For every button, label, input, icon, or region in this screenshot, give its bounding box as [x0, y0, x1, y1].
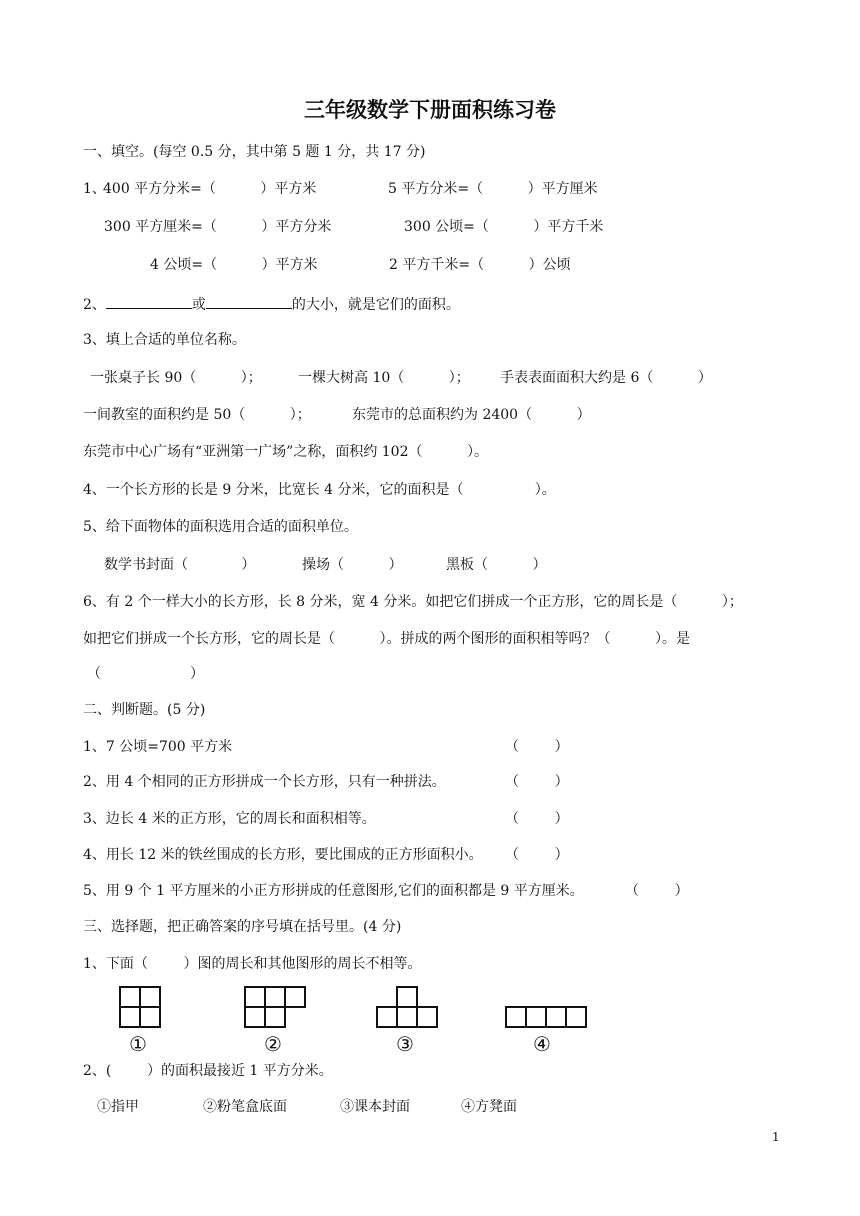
question-5-stem: 5、给下面物体的面积选用合适的面积单位。: [83, 519, 358, 535]
question-6-line-3: （ ）: [87, 666, 205, 682]
figure-label-4: ④: [533, 1032, 551, 1056]
question-4: 4、一个长方形的长是 9 分米，比宽长 4 分米，它的面积是（ ）。: [83, 482, 556, 498]
q1-item-3: 300 平方厘米=（ ）平方分米: [104, 219, 332, 235]
judge-answer-2[interactable]: （ ）: [505, 774, 569, 790]
q3-item-table: 一张桌子长 90（ ）；: [90, 370, 262, 386]
question-2: [83, 294, 460, 314]
page-number: 1: [772, 1130, 780, 1144]
figure-3-grid: [376, 986, 438, 1028]
figure-2-grid: [244, 986, 306, 1028]
q5-item-book-cover: 数学书封面（ ）: [104, 557, 256, 573]
q1-item-1: 400 平方分米=（ ）平方米: [103, 181, 317, 197]
q5-item-playground: 操场（ ）: [302, 557, 403, 573]
figure-4-grid: [505, 1006, 587, 1028]
question-6-line-1: 6、有 2 个一样大小的长方形，长 8 分米，宽 4 分米。如把它们拼成一个正方形，它的周长是（ ）；: [83, 594, 743, 610]
judge-item-3: 3、边长 4 米的正方形，它的周长和面积相等。: [83, 811, 376, 827]
q3-item-classroom: 一间教室的面积约是 50（ ）；: [83, 407, 311, 423]
q2-number: 2、: [83, 297, 106, 313]
judge-item-1: 1、7 公顷=700 平方米: [83, 739, 233, 755]
figure-label-1: ①: [129, 1032, 147, 1056]
choice-2-option-1: ①指甲: [97, 1099, 139, 1115]
question-3-stem: 3、填上合适的单位名称。: [83, 332, 246, 348]
choice-2-stem: 2、( ）的面积最接近 1 平方分米。: [83, 1063, 333, 1079]
q3-item-watch: 手表表面面积大约是 6（ ）: [500, 370, 712, 386]
figure-label-3: ③: [396, 1032, 414, 1056]
choice-2-option-4: ④方凳面: [461, 1099, 517, 1115]
judge-answer-5[interactable]: （ ）: [625, 883, 689, 899]
q3-item-tree: 一棵大树高 10（ ）；: [298, 370, 470, 386]
q1-item-5: 4 公顷=（ ）平方米: [150, 257, 318, 273]
question-1-number: 1、: [83, 181, 106, 197]
answer-blank-2[interactable]: [206, 294, 292, 309]
q1-item-4: 300 公顷=（ ）平方千米: [404, 219, 604, 235]
figure-1-grid: [119, 986, 161, 1028]
q5-item-blackboard: 黑板（ ）: [446, 557, 547, 573]
choice-2-option-3: ③课本封面: [340, 1099, 410, 1115]
answer-blank-1[interactable]: [106, 294, 192, 309]
question-6-line-2: 如把它们拼成一个长方形，它的周长是（ ）。拼成的两个图形的面积相等吗？（ ）。是: [83, 631, 691, 647]
judge-item-5: 5、用 9 个 1 平方厘米的小正方形拼成的任意图形,它们的面积都是 9 平方厘米。: [83, 883, 584, 899]
choice-1-stem: 1、下面（ ）图的周长和其他图形的周长不相等。: [83, 956, 422, 972]
q3-item-dongguan: 东莞市的总面积约为 2400（ ）: [352, 407, 591, 423]
judge-answer-1[interactable]: （ ）: [505, 739, 569, 755]
q1-item-2: 5 平方分米=（ ）平方厘米: [388, 181, 598, 197]
figure-label-2: ②: [264, 1032, 282, 1056]
q2-or: 或: [191, 297, 206, 313]
q1-item-6: 2 平方千米=（ ）公顷: [389, 257, 571, 273]
judge-answer-3[interactable]: （ ）: [505, 811, 569, 827]
section-heading-fill-blank: 一、填空。(每空 0.5 分，其中第 5 题 1 分，共 17 分): [83, 144, 426, 160]
section-heading-multiple-choice: 三、选择题，把正确答案的序号填在括号里。(4 分): [83, 919, 402, 935]
judge-item-4: 4、用长 12 米的铁丝围成的长方形，要比围成的正方形面积小。: [83, 847, 483, 863]
judge-item-2: 2、用 4 个相同的正方形拼成一个长方形，只有一种拼法。: [83, 774, 446, 790]
section-heading-true-false: 二、判断题。(5 分): [83, 702, 206, 718]
choice-2-option-2: ②粉笔盒底面: [203, 1099, 287, 1115]
q3-item-square: 东莞市中心广场有“亚洲第一广场”之称，面积约 102（ ）。: [83, 444, 488, 460]
judge-answer-4[interactable]: （ ）: [505, 847, 569, 863]
q2-tail: 的大小，就是它们的面积。: [291, 297, 460, 313]
page-title: 三年级数学下册面积练习卷: [304, 98, 556, 122]
